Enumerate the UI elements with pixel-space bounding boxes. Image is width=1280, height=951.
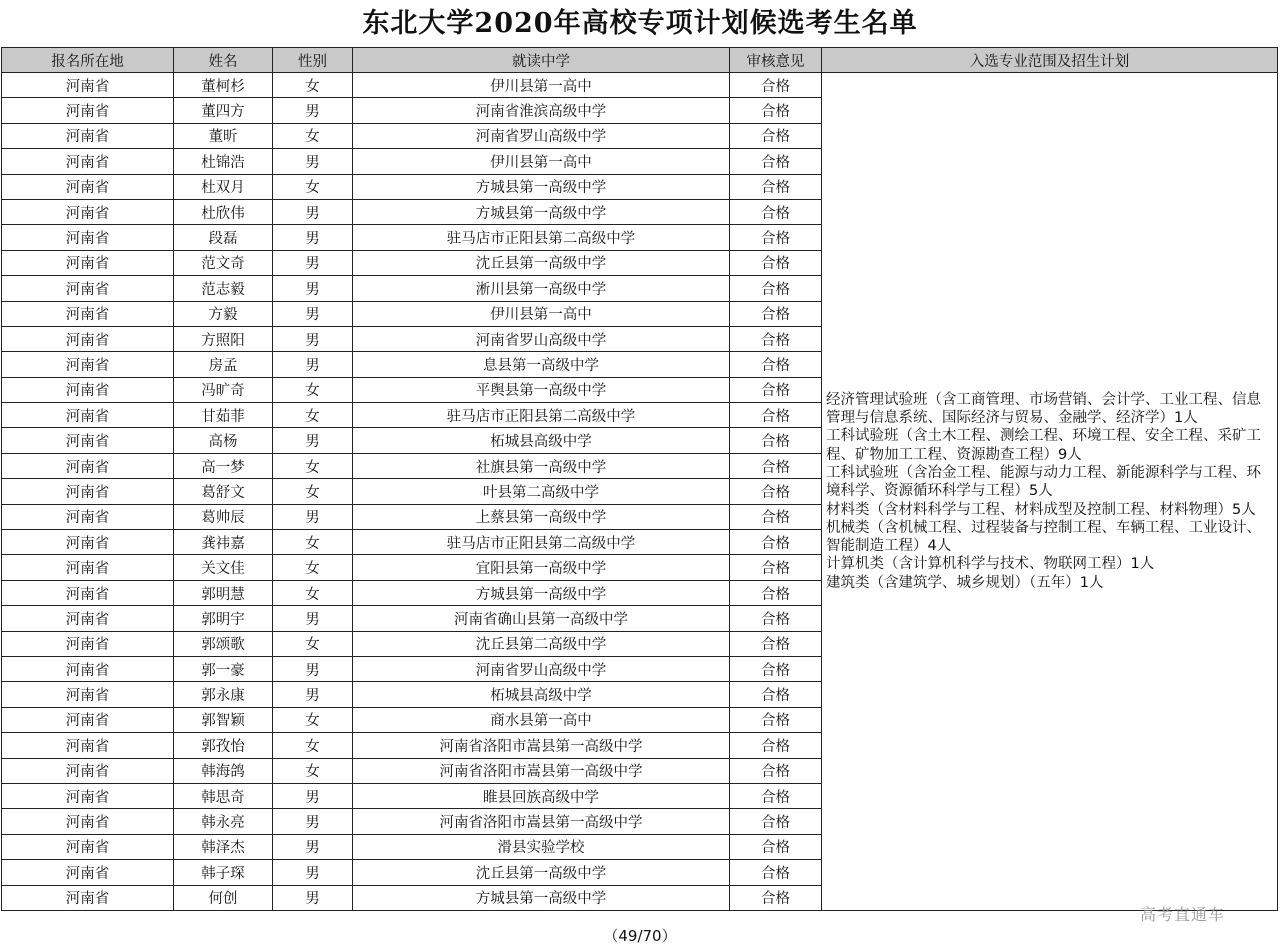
cell-review: 合格 <box>730 885 822 910</box>
cell-review: 合格 <box>730 276 822 301</box>
cell-school: 息县第一高级中学 <box>353 352 730 377</box>
cell-review: 合格 <box>730 783 822 808</box>
table-header-row <box>2 48 1278 73</box>
cell-review: 合格 <box>730 758 822 783</box>
cell-name: 董四方 <box>174 98 273 123</box>
cell-region: 河南省 <box>2 682 174 707</box>
cell-school: 沈丘县第一高级中学 <box>353 250 730 275</box>
cell-review: 合格 <box>730 530 822 555</box>
cell-gender: 女 <box>273 403 353 428</box>
plan-line: 工科试验班（含土木工程、测绘工程、环境工程、安全工程、采矿工程、矿物加工工程、资源勘查工程）9人 <box>826 428 1261 463</box>
cell-name: 高一梦 <box>174 453 273 478</box>
candidate-table <box>1 47 1278 911</box>
header-region: 报名所在地 <box>2 48 174 73</box>
cell-region: 河南省 <box>2 174 174 199</box>
cell-region: 河南省 <box>2 479 174 504</box>
cell-review: 合格 <box>730 682 822 707</box>
cell-region: 河南省 <box>2 377 174 402</box>
cell-name: 杜锦浩 <box>174 149 273 174</box>
header-school: 就读中学 <box>353 48 730 73</box>
cell-review: 合格 <box>730 149 822 174</box>
cell-school: 淅川县第一高级中学 <box>353 276 730 301</box>
cell-name: 关文佳 <box>174 555 273 580</box>
cell-review: 合格 <box>730 403 822 428</box>
cell-gender: 女 <box>273 707 353 732</box>
cell-review: 合格 <box>730 98 822 123</box>
cell-gender: 男 <box>273 199 353 224</box>
cell-name: 郭明慧 <box>174 580 273 605</box>
cell-school: 河南省洛阳市嵩县第一高级中学 <box>353 809 730 834</box>
cell-review: 合格 <box>730 606 822 631</box>
cell-review: 合格 <box>730 453 822 478</box>
cell-review: 合格 <box>730 377 822 402</box>
cell-review: 合格 <box>730 301 822 326</box>
cell-region: 河南省 <box>2 276 174 301</box>
cell-region: 河南省 <box>2 98 174 123</box>
cell-school: 河南省罗山高级中学 <box>353 656 730 681</box>
cell-region: 河南省 <box>2 73 174 98</box>
cell-region: 河南省 <box>2 199 174 224</box>
cell-gender: 男 <box>273 428 353 453</box>
header-gender: 性别 <box>273 48 353 73</box>
cell-gender: 男 <box>273 860 353 885</box>
cell-gender: 男 <box>273 225 353 250</box>
cell-school: 伊川县第一高中 <box>353 73 730 98</box>
cell-name: 郭智颖 <box>174 707 273 732</box>
header-plan: 入选专业范围及招生计划 <box>822 48 1278 73</box>
cell-school: 方城县第一高级中学 <box>353 174 730 199</box>
cell-review: 合格 <box>730 656 822 681</box>
cell-region: 河南省 <box>2 301 174 326</box>
cell-name: 郭明宇 <box>174 606 273 631</box>
cell-gender: 女 <box>273 580 353 605</box>
cell-gender: 女 <box>273 123 353 148</box>
cell-name: 甘茹菲 <box>174 403 273 428</box>
cell-major-plan <box>822 73 1278 911</box>
cell-school: 沈丘县第二高级中学 <box>353 631 730 656</box>
cell-school: 睢县回族高级中学 <box>353 783 730 808</box>
cell-region: 河南省 <box>2 656 174 681</box>
cell-review: 合格 <box>730 479 822 504</box>
cell-gender: 男 <box>273 606 353 631</box>
cell-review: 合格 <box>730 428 822 453</box>
cell-gender: 男 <box>273 834 353 859</box>
cell-review: 合格 <box>730 225 822 250</box>
cell-review: 合格 <box>730 352 822 377</box>
cell-name: 郭颂歌 <box>174 631 273 656</box>
cell-region: 河南省 <box>2 606 174 631</box>
cell-gender: 男 <box>273 301 353 326</box>
plan-line: 建筑类（含建筑学、城乡规划）（五年）1人 <box>826 574 1104 591</box>
cell-school: 沈丘县第一高级中学 <box>353 860 730 885</box>
cell-name: 葛舒文 <box>174 479 273 504</box>
cell-name: 龚祎嘉 <box>174 530 273 555</box>
cell-review: 合格 <box>730 123 822 148</box>
cell-gender: 男 <box>273 326 353 351</box>
cell-name: 董柯杉 <box>174 73 273 98</box>
cell-school: 方城县第一高级中学 <box>353 580 730 605</box>
cell-name: 郭一豪 <box>174 656 273 681</box>
cell-gender: 女 <box>273 479 353 504</box>
cell-gender: 男 <box>273 250 353 275</box>
cell-region: 河南省 <box>2 834 174 859</box>
cell-school: 河南省确山县第一高级中学 <box>353 606 730 631</box>
cell-name: 韩海鸽 <box>174 758 273 783</box>
cell-review: 合格 <box>730 707 822 732</box>
cell-name: 董昕 <box>174 123 273 148</box>
cell-name: 葛帅辰 <box>174 504 273 529</box>
cell-school: 河南省洛阳市嵩县第一高级中学 <box>353 758 730 783</box>
cell-region: 河南省 <box>2 860 174 885</box>
cell-name: 范志毅 <box>174 276 273 301</box>
cell-school: 河南省淮滨高级中学 <box>353 98 730 123</box>
header-name: 姓名 <box>174 48 273 73</box>
cell-region: 河南省 <box>2 326 174 351</box>
cell-school: 柘城县高级中学 <box>353 682 730 707</box>
cell-name: 冯旷奇 <box>174 377 273 402</box>
cell-review: 合格 <box>730 73 822 98</box>
cell-gender: 女 <box>273 453 353 478</box>
cell-region: 河南省 <box>2 530 174 555</box>
table-row <box>2 73 1278 98</box>
cell-name: 方毅 <box>174 301 273 326</box>
plan-line: 工科试验班（含冶金工程、能源与动力工程、新能源科学与工程、环境科学、资源循环科学与工程）5人 <box>826 465 1261 500</box>
watermark-text: 高考直通车 <box>1140 905 1226 924</box>
cell-school: 宜阳县第一高级中学 <box>353 555 730 580</box>
cell-gender: 男 <box>273 885 353 910</box>
cell-name: 房孟 <box>174 352 273 377</box>
cell-region: 河南省 <box>2 123 174 148</box>
cell-region: 河南省 <box>2 707 174 732</box>
cell-review: 合格 <box>730 504 822 529</box>
cell-name: 段磊 <box>174 225 273 250</box>
cell-region: 河南省 <box>2 809 174 834</box>
cell-gender: 女 <box>273 377 353 402</box>
cell-region: 河南省 <box>2 580 174 605</box>
cell-region: 河南省 <box>2 250 174 275</box>
cell-region: 河南省 <box>2 758 174 783</box>
cell-gender: 男 <box>273 656 353 681</box>
cell-gender: 男 <box>273 504 353 529</box>
cell-gender: 女 <box>273 758 353 783</box>
cell-review: 合格 <box>730 199 822 224</box>
cell-gender: 女 <box>273 73 353 98</box>
cell-name: 韩永亮 <box>174 809 273 834</box>
cell-review: 合格 <box>730 631 822 656</box>
cell-name: 韩泽杰 <box>174 834 273 859</box>
cell-region: 河南省 <box>2 631 174 656</box>
cell-name: 高杨 <box>174 428 273 453</box>
cell-region: 河南省 <box>2 225 174 250</box>
cell-name: 韩思奇 <box>174 783 273 808</box>
cell-school: 驻马店市正阳县第二高级中学 <box>353 530 730 555</box>
cell-school: 方城县第一高级中学 <box>353 199 730 224</box>
cell-school: 平舆县第一高级中学 <box>353 377 730 402</box>
cell-school: 河南省洛阳市嵩县第一高级中学 <box>353 733 730 758</box>
cell-gender: 男 <box>273 352 353 377</box>
cell-review: 合格 <box>730 733 822 758</box>
cell-region: 河南省 <box>2 352 174 377</box>
cell-school: 伊川县第一高中 <box>353 301 730 326</box>
cell-name: 韩子琛 <box>174 860 273 885</box>
cell-review: 合格 <box>730 860 822 885</box>
cell-gender: 女 <box>273 631 353 656</box>
document-title: 东北大学2020年高校专项计划候选考生名单 <box>362 8 918 39</box>
cell-region: 河南省 <box>2 555 174 580</box>
plan-line: 计算机类（含计算机科学与技术、物联网工程）1人 <box>826 556 1155 573</box>
cell-review: 合格 <box>730 326 822 351</box>
cell-name: 范文奇 <box>174 250 273 275</box>
plan-line: 机械类（含机械工程、过程装备与控制工程、车辆工程、工业设计、智能制造工程）4人 <box>826 519 1261 555</box>
cell-school: 上蔡县第一高级中学 <box>353 504 730 529</box>
cell-review: 合格 <box>730 250 822 275</box>
cell-review: 合格 <box>730 580 822 605</box>
cell-school: 方城县第一高级中学 <box>353 885 730 910</box>
cell-gender: 男 <box>273 98 353 123</box>
cell-school: 叶县第二高级中学 <box>353 479 730 504</box>
cell-name: 杜双月 <box>174 174 273 199</box>
cell-gender: 男 <box>273 682 353 707</box>
cell-school: 社旗县第一高级中学 <box>353 453 730 478</box>
cell-region: 河南省 <box>2 504 174 529</box>
header-review: 审核意见 <box>730 48 822 73</box>
cell-region: 河南省 <box>2 428 174 453</box>
cell-school: 伊川县第一高中 <box>353 149 730 174</box>
cell-gender: 男 <box>273 276 353 301</box>
cell-school: 柘城县高级中学 <box>353 428 730 453</box>
cell-name: 杜欣伟 <box>174 199 273 224</box>
cell-gender: 女 <box>273 530 353 555</box>
page-number: （49/70） <box>603 927 677 945</box>
cell-review: 合格 <box>730 834 822 859</box>
cell-review: 合格 <box>730 174 822 199</box>
plan-line: 经济管理试验班（含工商管理、市场营销、会计学、工业工程、信息管理与信息系统、国际经济与贸易、金融学、经济学）1人 <box>826 391 1261 427</box>
cell-gender: 男 <box>273 149 353 174</box>
cell-school: 驻马店市正阳县第二高级中学 <box>353 403 730 428</box>
cell-school: 河南省罗山高级中学 <box>353 123 730 148</box>
cell-school: 驻马店市正阳县第二高级中学 <box>353 225 730 250</box>
cell-review: 合格 <box>730 809 822 834</box>
cell-name: 何创 <box>174 885 273 910</box>
table-body <box>2 73 1278 911</box>
cell-gender: 女 <box>273 733 353 758</box>
cell-region: 河南省 <box>2 453 174 478</box>
cell-name: 方照阳 <box>174 326 273 351</box>
cell-region: 河南省 <box>2 783 174 808</box>
cell-gender: 男 <box>273 783 353 808</box>
cell-region: 河南省 <box>2 733 174 758</box>
cell-region: 河南省 <box>2 885 174 910</box>
cell-school: 滑县实验学校 <box>353 834 730 859</box>
cell-school: 商水县第一高中 <box>353 707 730 732</box>
cell-gender: 男 <box>273 809 353 834</box>
cell-region: 河南省 <box>2 403 174 428</box>
plan-line: 材料类（含材料科学与工程、材料成型及控制工程、材料物理）5人 <box>826 501 1256 518</box>
cell-name: 郭孜怡 <box>174 733 273 758</box>
cell-region: 河南省 <box>2 149 174 174</box>
cell-gender: 女 <box>273 174 353 199</box>
cell-gender: 女 <box>273 555 353 580</box>
cell-name: 郭永康 <box>174 682 273 707</box>
cell-school: 河南省罗山高级中学 <box>353 326 730 351</box>
cell-review: 合格 <box>730 555 822 580</box>
